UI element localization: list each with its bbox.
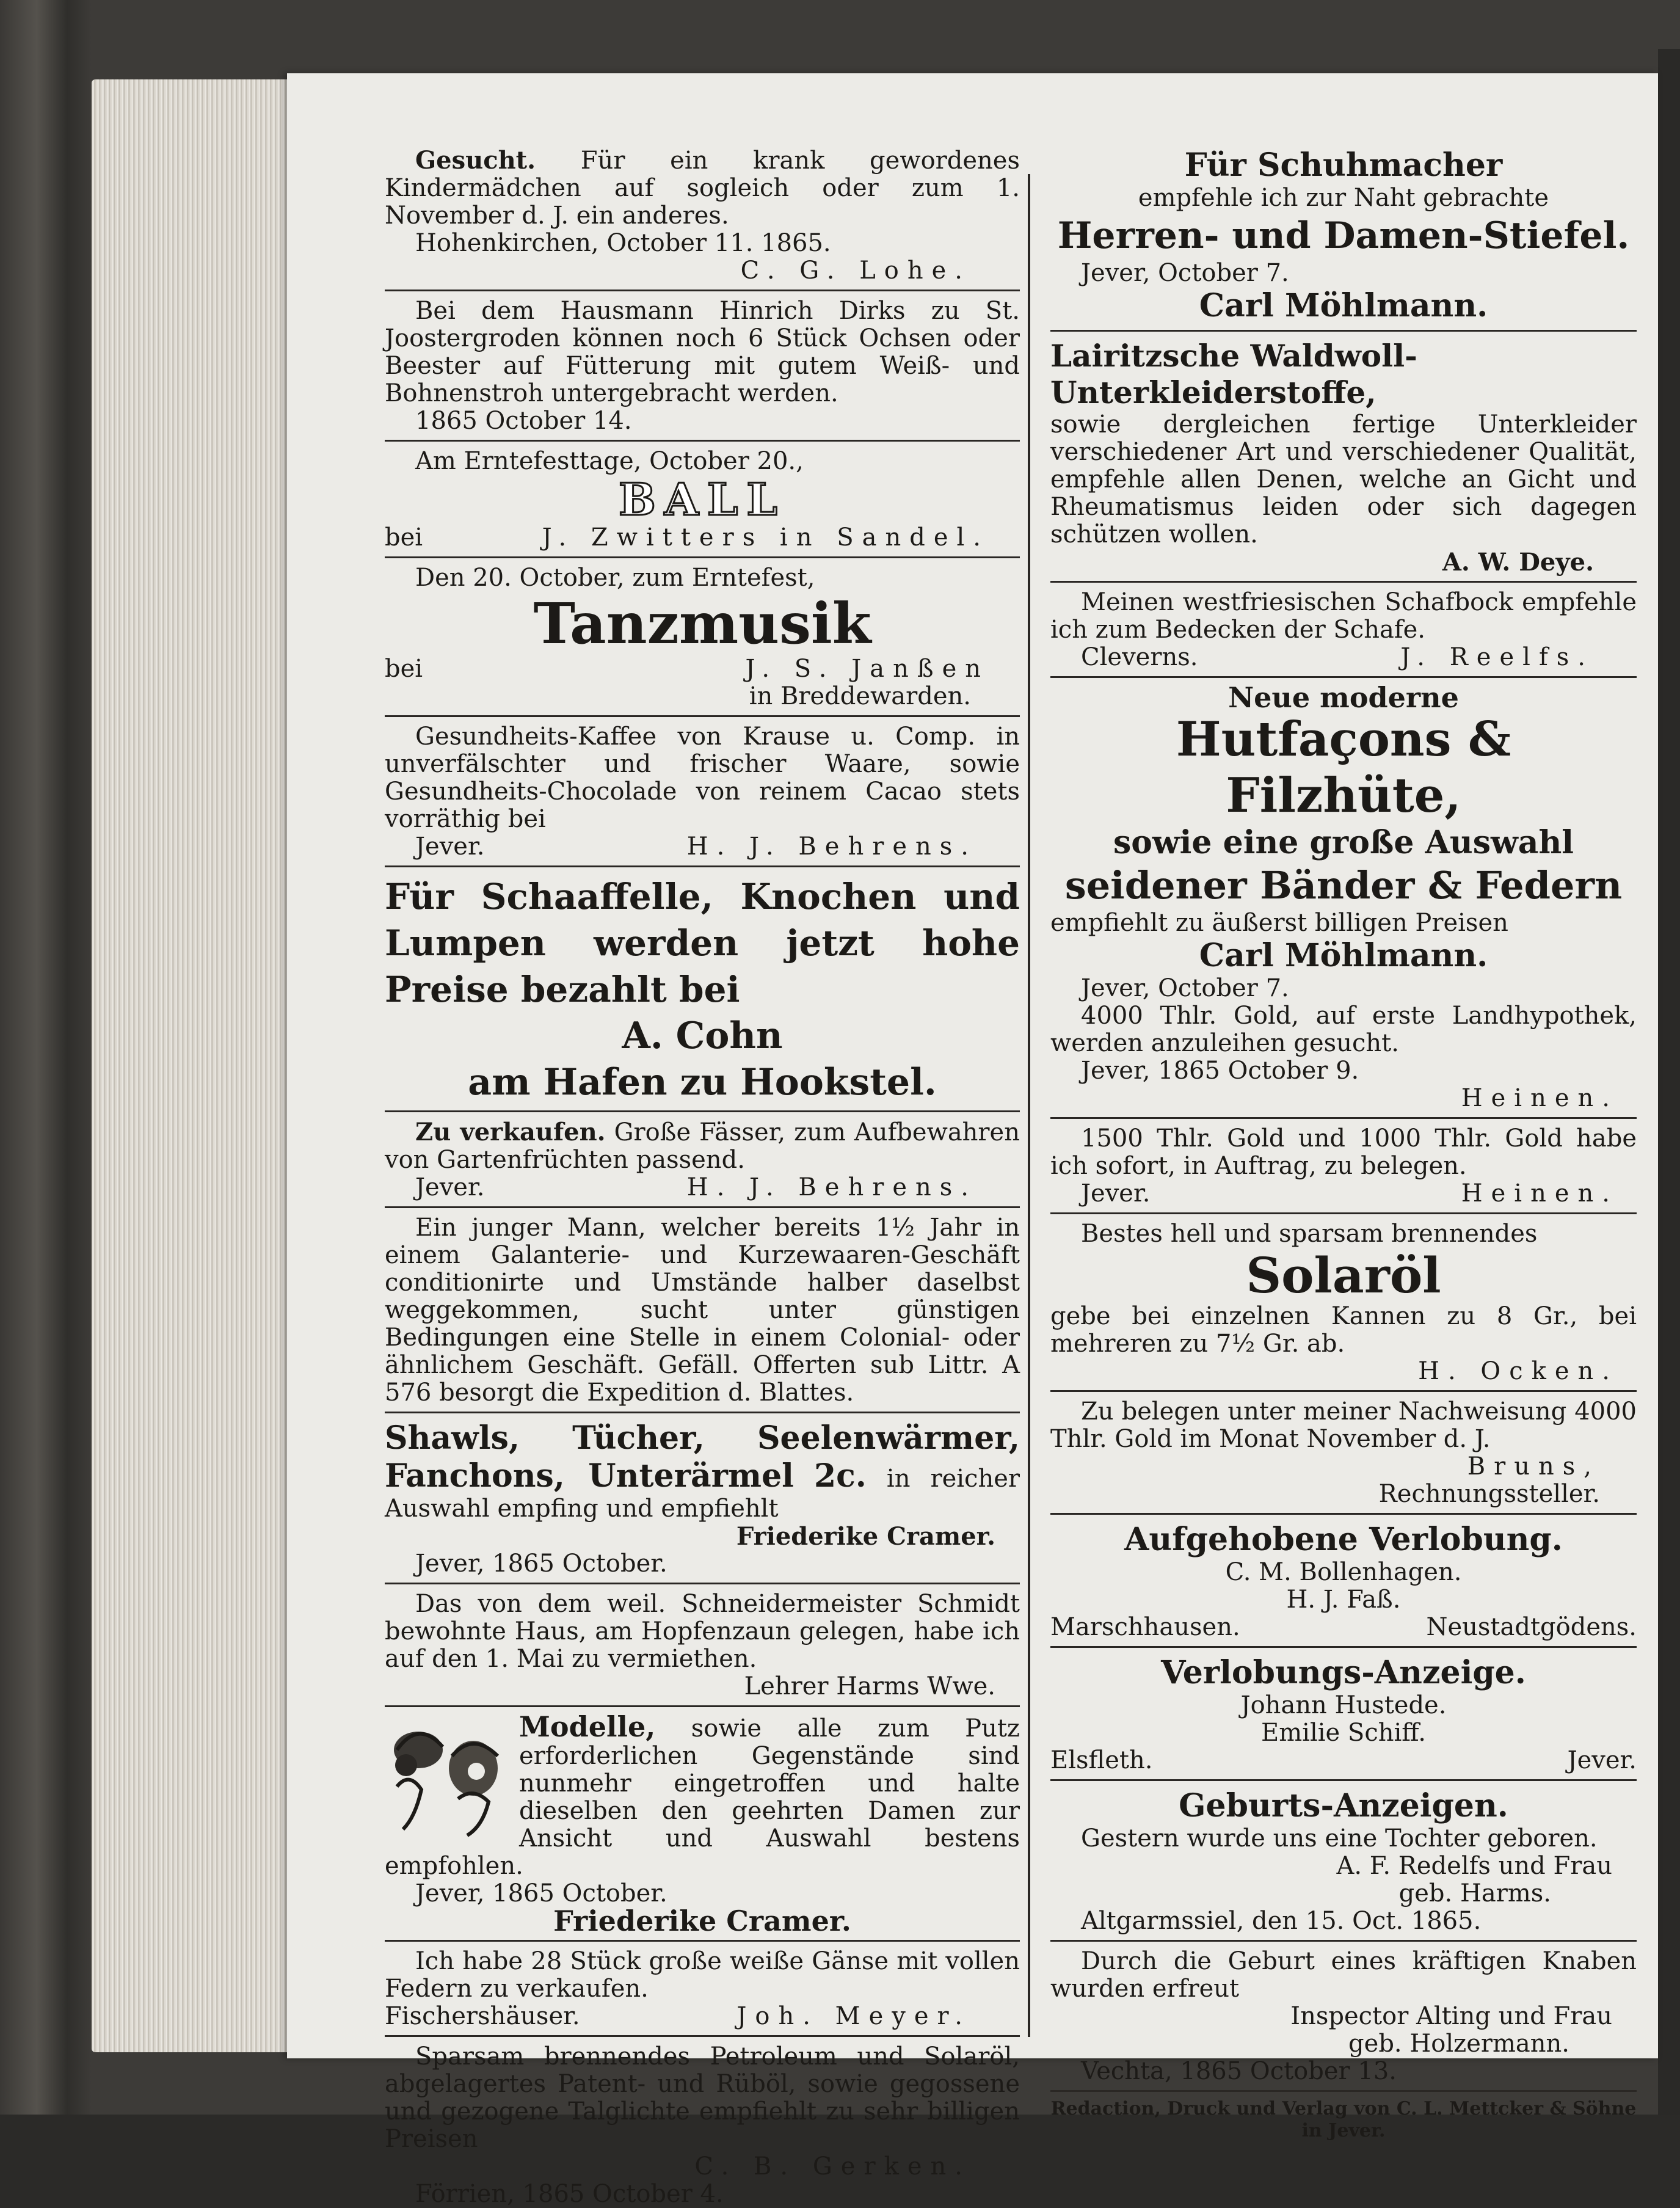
ad-aufgehobene-verlobung [1050, 1521, 1637, 1641]
ad-title: Geburts-Anzeigen. [1179, 1787, 1508, 1824]
ad-text: Zu belegen unter meiner Nachweisung 4000 Thlr. Gold im Monat November d. J. [1050, 1397, 1637, 1453]
book-gutter-right [1658, 49, 1680, 2115]
ad-text: Meinen westfriesischen Schafbock empfehle ich zum Bedecken der Schafe. [1050, 588, 1637, 644]
ad-junger-mann [385, 1214, 1020, 1407]
ad-place: Jever. [415, 833, 485, 861]
ad-shawls [385, 1419, 1020, 1578]
ad-name: Friederike Cramer. [553, 1904, 851, 1937]
ad-text: Für Schaaffelle, Knochen und Lumpen werden jetzt hohe Preise bezahlt bei [385, 876, 1020, 1010]
separator [385, 865, 1020, 867]
ad-text: Ich habe 28 Stück große weiße Gänse mit vollen Federn zu verkaufen. [385, 1947, 1020, 2003]
ad-title: Aufgehobene Verlobung. [1124, 1521, 1563, 1558]
ad-geburt-knabe [1050, 1948, 1637, 2085]
ad-title: BALL [619, 473, 786, 525]
separator [385, 1705, 1020, 1707]
ad-date: Jever, 1865 October. [415, 1879, 667, 1907]
separator [385, 440, 1020, 442]
ad-line2: Hutfaçons & Filzhüte, [1176, 712, 1511, 823]
ad-date: Förrien, 1865 October 4. [415, 2180, 724, 2208]
ad-place: Fischershäuser. [385, 2002, 580, 2030]
ad-title: Solaröl [1246, 1247, 1441, 1304]
ad-line5: empfiehlt zu äußerst billigen Preisen [1050, 909, 1508, 937]
ad-text: Durch die Geburt eines kräftigen Knaben wurden erfreut [1050, 1947, 1637, 2003]
ad-date: Jever, October 7. [1081, 974, 1289, 1002]
separator [1050, 1117, 1637, 1119]
newspaper-page [287, 73, 1658, 2208]
ad-text: sowie alle zum Putz erforderlichen Gegenstände sind nunmehr eingetroffen und halte dieselben den geehrten Damen zur Ansicht und Auswahl bestens empfohlen. [385, 1714, 1020, 1880]
hat-illustration-icon [385, 1713, 507, 1842]
ad-modelle [385, 1710, 1020, 1937]
ad-name-1: Johann Hustede. [1240, 1691, 1447, 1719]
ad-signature: H. J. Behrens. [686, 833, 977, 861]
ad-schuhmacher [1050, 147, 1637, 325]
ad-cohn [385, 873, 1020, 1106]
ad-date: Jever, 1865 October. [415, 1550, 667, 1578]
ad-text: 1500 Thlr. Gold und 1000 Thlr. Gold habe ich sofort, in Auftrag, zu belegen. [1050, 1124, 1637, 1180]
ad-name-2: H. J. Faß. [1286, 1586, 1401, 1614]
ad-text: Gesundheits-Kaffee von Krause u. Comp. in unverfälschter und frischer Waare, sowie Gesundheits-Chocolade von reinem Cacao stets vorräthig bei [385, 723, 1020, 833]
ad-place-2: Jever. [1567, 1746, 1637, 1774]
ad-name-1: Inspector Alting und Frau [1290, 2002, 1612, 2030]
ad-text: Bei dem Hausmann Hinrich Dirks zu St. Joostergroden können noch 6 Stück Ochsen oder Beester auf Fütterung mit gutem Weiß- und Bohnenstroh untergebracht werden. [385, 297, 1020, 407]
ad-name: A. Cohn [622, 1015, 783, 1057]
ad-place-1: Marschhausen. [1050, 1613, 1240, 1641]
ad-signature: J. Reelfs. [1400, 643, 1594, 671]
ad-text: Für ein krank gewordenes Kindermädchen auf sogleich oder zum 1. November d. J. ein anderes. [385, 147, 1020, 230]
left-column [385, 147, 1020, 2208]
ad-schmidt-haus [385, 1590, 1020, 1700]
ad-text: Große Fässer, zum Aufbewahren von Gartenfrüchten passend. [385, 1118, 1020, 1174]
ad-signature: Heinen. [1461, 1179, 1618, 1208]
ad-title: Tanzmusik [533, 591, 871, 657]
ad-ball [385, 448, 1020, 552]
ad-text: sowie dergleichen fertige Unterkleider verschiedener Art und verschiedener Qualität, empfehle allen Denen, welche an Gicht und Rheumatismus leiden oder sich dagegen schützen wollen. [1050, 410, 1637, 548]
ad-name-2: geb. Harms. [1398, 1879, 1551, 1907]
ad-gaense [385, 1948, 1020, 2030]
ad-signature: Joh. Meyer. [736, 2002, 971, 2030]
ad-text: 4000 Thlr. Gold, auf erste Landhypothek, werden anzuleihen gesucht. [1050, 1002, 1637, 1057]
ad-signature: H. Ocken. [1418, 1357, 1618, 1385]
ad-bruns [1050, 1398, 1637, 1508]
ad-heading: Modelle, [519, 1710, 656, 1743]
ad-date: Jever, October 7. [1081, 259, 1289, 287]
ad-heading: Shawls, Tücher, Seelenwärmer, Fanchons, Unterärmel [385, 1419, 1020, 1495]
ad-heading: Zu verkaufen. [415, 1118, 606, 1146]
separator [385, 1583, 1020, 1584]
ad-line4: seidener Bänder & Federn [1064, 863, 1623, 908]
ad-host: J. Zwitters in Sandel. [542, 523, 989, 552]
ad-dirks [385, 297, 1020, 435]
ad-place: Jever. [415, 1173, 485, 1201]
ad-place: Jever. [1081, 1179, 1151, 1208]
ad-name: Carl Möhlmann. [1199, 287, 1488, 324]
ad-tanzmusik [385, 564, 1020, 710]
ad-text: Das von dem weil. Schneidermeister Schmidt bewohnte Haus, am Hopfenzaun gelegen, habe ich auf den 1. Mai zu vermiethen. [385, 1590, 1020, 1673]
ad-zu-verkaufen [385, 1118, 1020, 1201]
separator [385, 1110, 1020, 1112]
separator [1050, 2090, 1637, 2092]
ad-4000-thlr [1050, 1002, 1637, 1112]
ad-big: Herren- und Damen-Stiefel. [1057, 214, 1630, 257]
ad-text: gebe bei einzelnen Kannen zu 8 Gr., bei mehreren zu 7½ Gr. ab. [1050, 1302, 1637, 1358]
ad-place: Cleverns. [1081, 643, 1198, 671]
ad-place: in Breddewarden. [749, 682, 971, 710]
ad-name: Carl Möhlmann. [1199, 937, 1488, 974]
ad-bei: bei [385, 523, 423, 552]
ad-bei: bei [385, 655, 423, 683]
ad-signature: A. W. Deye. [1442, 548, 1594, 577]
ad-signature: Bruns, [1467, 1452, 1600, 1481]
column-divider [1028, 174, 1030, 2037]
ad-hutfacons [1050, 681, 1637, 1002]
ad-heading: Gesucht. [415, 146, 536, 175]
ad-signature: H. J. Behrens. [686, 1173, 977, 1201]
ad-verlobungs-anzeige [1050, 1654, 1637, 1774]
book-page-edges [92, 79, 287, 2052]
ad-1500-thlr [1050, 1125, 1637, 1208]
ad-etc: 2c. [813, 1457, 867, 1495]
ad-place-1: Elsfleth. [1050, 1746, 1153, 1774]
ad-name: Friederike Cramer. [736, 1522, 995, 1551]
imprint-footer: Redaction, Druck und Verlag von C. L. Mettcker & Söhne in Jever. [1050, 2098, 1637, 2141]
ad-date: 1865 October 14. [415, 407, 632, 435]
ad-role: Rechnungssteller. [1378, 1480, 1600, 1508]
ad-name-1: C. M. Bollenhagen. [1225, 1558, 1462, 1586]
ad-place-2: Neustadtgödens. [1426, 1613, 1637, 1641]
ad-name-2: Emilie Schiff. [1261, 1719, 1426, 1747]
separator [1050, 1779, 1637, 1781]
separator [385, 1940, 1020, 1942]
separator [1050, 1940, 1637, 1942]
ad-signature: C. B. Gerken. [694, 2152, 971, 2181]
right-column [1050, 147, 1637, 2142]
ad-text: Ein junger Mann, welcher bereits 1½ Jahr in einem Galanterie- und Kurzewaaren-Geschäft conditionirte und Umstände halber daselbst weggekommen, sucht unter günstigen Bedingungen eine Stelle in einem Colonial- oder ähnlichem Geschäft. Gefäll. Offerten sub Littr. A 576 besorgt die Expedition d. Blattes. [385, 1214, 1020, 1407]
ad-place: am Hafen zu Hookstel. [468, 1061, 937, 1104]
separator [1050, 1390, 1637, 1392]
ad-title: Für Schuhmacher [1184, 147, 1503, 184]
separator [385, 1206, 1020, 1208]
separator [385, 556, 1020, 558]
separator [385, 2035, 1020, 2037]
ad-line: Den 20. October, zum Erntefest, [415, 564, 815, 592]
ad-title: Lairitzsche Waldwoll-Unterkleiderstoffe, [1050, 338, 1417, 410]
ad-line1: Neue moderne [1228, 681, 1459, 714]
ad-line: Bestes hell und sparsam brennendes [1081, 1220, 1538, 1248]
separator [1050, 1212, 1637, 1214]
ad-geburts-anzeigen [1050, 1787, 1637, 1935]
ad-signature: Heinen. [1461, 1084, 1618, 1112]
ad-place-date: Hohenkirchen, October 11. 1865. [415, 229, 831, 257]
ad-date: Vechta, 1865 October 13. [1081, 2057, 1397, 2085]
ad-lairitz [1050, 338, 1637, 576]
ad-title: Verlobungs-Anzeige. [1161, 1654, 1526, 1691]
separator [385, 290, 1020, 291]
ad-signature: Lehrer Harms Wwe. [744, 1672, 995, 1700]
ad-sub: empfehle ich zur Naht gebrachte [1138, 184, 1549, 212]
ad-gesundheits-kaffee [385, 723, 1020, 861]
ad-name-1: A. F. Redelfs und Frau [1336, 1852, 1612, 1880]
ad-line3: sowie eine große Auswahl [1113, 824, 1574, 861]
separator [1050, 330, 1637, 332]
separator [1050, 581, 1637, 583]
separator [385, 715, 1020, 717]
separator [385, 1412, 1020, 1413]
ad-gesucht [385, 147, 1020, 285]
ad-date: Jever, 1865 October 9. [1081, 1057, 1359, 1085]
separator [1050, 1646, 1637, 1648]
ad-date: Altgarmssiel, den 15. Oct. 1865. [1081, 1907, 1482, 1935]
ad-solaroel [1050, 1220, 1637, 1385]
ad-signature: C. G. Lohe. [740, 257, 971, 285]
ad-host: J. S. Janßen [745, 655, 989, 683]
ad-text: Gestern wurde uns eine Tochter geboren. [1081, 1824, 1598, 1853]
ad-name-2: geb. Holzermann. [1348, 2030, 1569, 2058]
ad-line: Am Erntefesttage, October 20., [415, 447, 804, 475]
separator [1050, 1513, 1637, 1515]
separator [1050, 676, 1637, 678]
ad-schafbock [1050, 589, 1637, 671]
ad-text: Sparsam brennendes Petroleum und Solaröl, abgelagertes Patent- und Rüböl, sowie gegossene und gezogene Talglichte empfiehlt zu sehr billigen Preisen [385, 2042, 1020, 2153]
ad-text: in reicher Auswahl empfing und empfiehlt [385, 1465, 1020, 1523]
ad-petroleum [385, 2043, 1020, 2208]
